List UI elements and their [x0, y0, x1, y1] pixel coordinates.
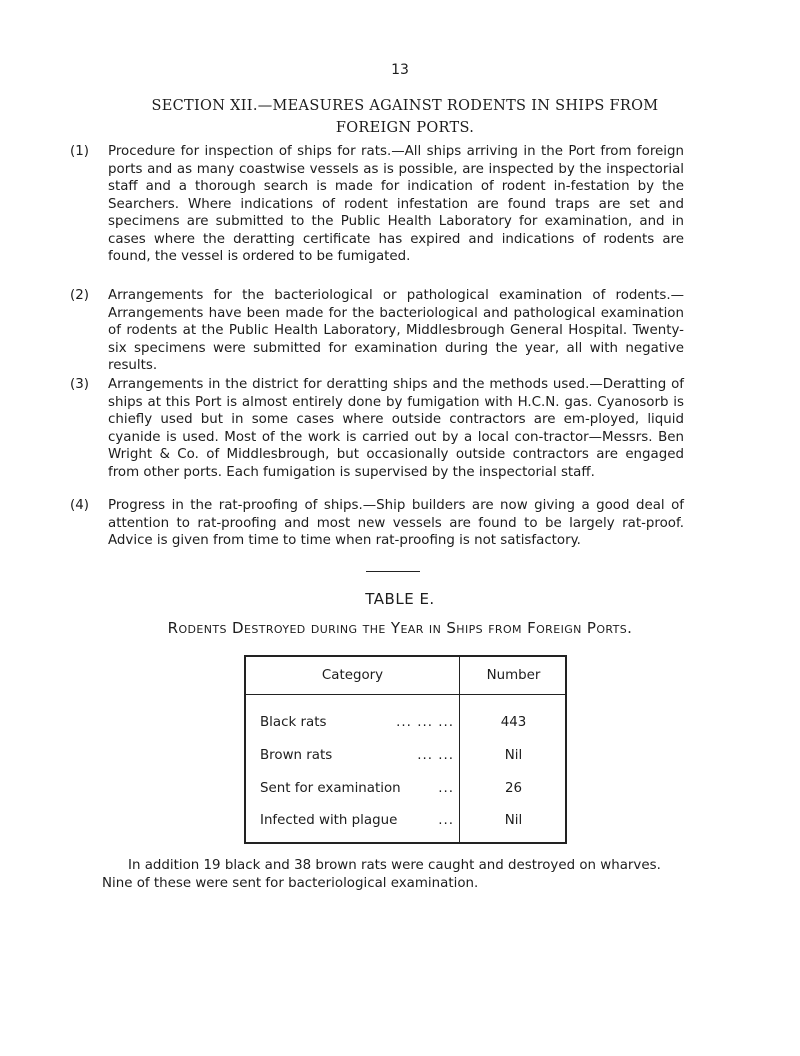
row-leader-dots: ... ... ... [396, 715, 454, 730]
row-value-sent-for-examination: 26 [504, 781, 523, 796]
rodents-table [244, 655, 567, 844]
paragraph-text: Progress in the rat-proofing of ships.—Ship builders are now giving a good deal of attention to rat-proofing and most new vessels are found to be largely rat-proof. Advice is given from time to time when rat-proofing is not satisfactory. [108, 498, 684, 548]
row-leader-dots: ... [438, 781, 454, 796]
row-leader-dots: ... ... [417, 748, 454, 763]
row-value-brown-rats: Nil [504, 748, 523, 763]
row-value-black-rats: 443 [500, 715, 527, 730]
closing-line-1: In addition 19 black and 38 brown rats were caught and destroyed on wharves. [128, 858, 661, 873]
paragraph-1 [70, 143, 684, 266]
section-title-line-1: SECTION XII.—MEASURES AGAINST RODENTS IN SHIPS FROM [151, 98, 659, 114]
section-divider [366, 571, 420, 572]
table-caption: Rodents Destroyed during the Year in Ships from Foreign Ports. [167, 619, 633, 637]
paragraph-number: (1) [70, 144, 89, 159]
paragraph-text: Arrangements for the bacteriological or pathological examination of rodents.— Arrangements have been made for the bacteriological and pathological examination of rodents at the Public Health Laboratory, Middlesbrough General Hospital. Twenty-six specimens were submitted for examination during the year, all with negative results. [108, 288, 684, 373]
header-category: Category [321, 668, 384, 683]
header-divider [246, 694, 565, 695]
table-title: TABLE E. [365, 590, 435, 608]
paragraph-2 [70, 287, 684, 375]
row-label-infected-with-plague: Infected with plague [260, 813, 398, 828]
row-label-brown-rats: Brown rats [260, 748, 333, 763]
paragraph-4 [70, 497, 684, 550]
paragraph-text: Procedure for inspection of ships for rats.—All ships arriving in the Port from foreign ports and as many coastwise vessels as is possible, are inspected by the inspectorial staff and a thorough search is made for indication of rodent in-festation by the Searchers. Where indications of rodent infestation are found traps are set and specimens are submitted to the Public Health Laboratory for examination, and in cases where the deratting certificate has expired and indications of rodents are found, the vessel is ordered to be fumigated. [108, 144, 684, 264]
row-label-sent-for-examination: Sent for examination [260, 781, 401, 796]
paragraph-number: (4) [70, 498, 89, 513]
row-value-infected-with-plague: Nil [504, 813, 523, 828]
closing-note [102, 857, 684, 892]
paragraph-text: Arrangements in the district for deratting ships and the methods used.—Deratting of ships at this Port is almost entirely done by fumigation with H.C.N. gas. Cyanosorb is chiefly used but in some cases where outside contractors are em-ployed, liquid cyanide is used. Most of the work is carried out by a local con-tractor—Messrs. Ben Wright & Co. of Middlesbrough, but occasionally outside contractors are engaged from other ports. Each fumigation is supervised by the inspectorial staff. [108, 377, 684, 480]
row-label-black-rats: Black rats [260, 715, 327, 730]
header-number: Number [486, 668, 541, 683]
section-title-line-2: FOREIGN PORTS. [335, 120, 475, 136]
paragraph-number: (2) [70, 288, 89, 303]
paragraph-3 [70, 376, 684, 481]
paragraph-number: (3) [70, 377, 89, 392]
section-title [95, 95, 715, 139]
closing-line-2: Nine of these were sent for bacteriological examination. [102, 875, 479, 891]
page-number: 13 [391, 62, 409, 78]
row-leader-dots: ... [438, 813, 454, 828]
